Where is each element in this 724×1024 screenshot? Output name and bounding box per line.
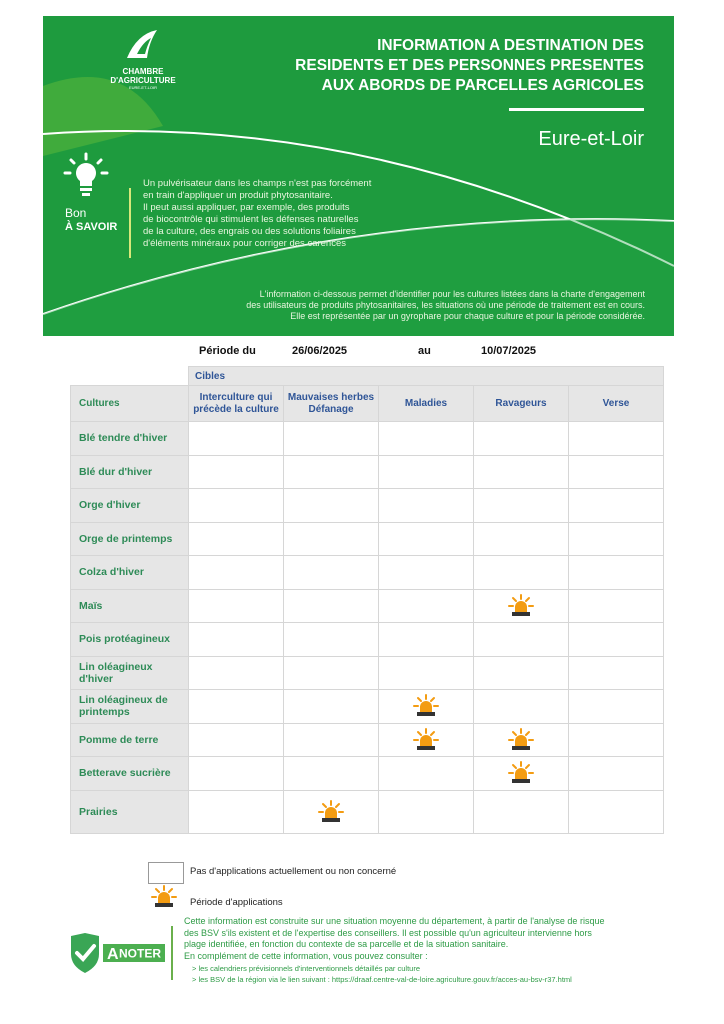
- crop-name: Lin oléagineux d'hiver: [71, 656, 189, 690]
- title-line: INFORMATION A DESTINATION DES: [377, 37, 644, 54]
- title-line: AUX ABORDS DE PARCELLES AGRICOLES: [321, 77, 644, 94]
- info-line: Elle est représentée par un gyrophare pour chaque culture et pour la période considérée.: [290, 311, 645, 321]
- beacon-icon: [413, 728, 439, 752]
- table-cell: [284, 556, 379, 590]
- crop-name: Orge de printemps: [71, 522, 189, 556]
- table-cell: [379, 489, 474, 523]
- table-cell: [189, 522, 284, 556]
- crop-name: Blé tendre d'hiver: [71, 422, 189, 456]
- table-cell: [284, 690, 379, 724]
- table-cell: [474, 455, 569, 489]
- lightbulb-icon: [63, 152, 109, 198]
- savoir-line: de la culture, des engrais ou des solutions foliaires: [143, 226, 356, 237]
- table-cell: [284, 489, 379, 523]
- savoir-line: de biocontrôle qui stimulent les défenses naturelles: [143, 214, 359, 225]
- table-cell: [189, 623, 284, 657]
- crop-name: Maïs: [71, 589, 189, 623]
- bon-text: Bon: [65, 206, 87, 220]
- crop-name: Blé dur d'hiver: [71, 455, 189, 489]
- table-row: [71, 790, 664, 833]
- table-cell: [379, 522, 474, 556]
- bon-a-savoir-text: [143, 178, 423, 250]
- beacon-icon: [508, 594, 534, 618]
- empty-corner: [71, 367, 189, 386]
- info-line: L'information ci-dessous permet d'identifier pour les cultures listées dans la charte d'engagement: [259, 289, 645, 299]
- table-cell: [379, 656, 474, 690]
- table-cell: [379, 422, 474, 456]
- logo-line2: D'AGRICULTURE: [110, 76, 176, 85]
- logo-line1: CHAMBRE: [122, 67, 164, 76]
- chamber-logo: [103, 28, 183, 91]
- table-cell: [189, 556, 284, 590]
- table-cell: [474, 522, 569, 556]
- crop-name: Pois protéagineux: [71, 623, 189, 657]
- bon-a-savoir-divider: [129, 188, 131, 258]
- table-cell: [569, 556, 664, 590]
- a-noter-badge: [67, 932, 167, 974]
- table-cell: [189, 790, 284, 833]
- table-cell: [569, 757, 664, 791]
- crop-name: Pomme de terre: [71, 723, 189, 757]
- table-cell: [569, 489, 664, 523]
- a-savoir-text: À SAVOIR: [65, 221, 118, 233]
- savoir-line: en train d'appliquer un produit phytosanitaire.: [143, 190, 333, 201]
- table-cell: [474, 790, 569, 833]
- table-cell: [284, 455, 379, 489]
- table-cell: [284, 723, 379, 757]
- a-noter-badge-text: NOTER: [119, 946, 161, 961]
- table-cell: [379, 556, 474, 590]
- table-cell: [189, 422, 284, 456]
- column-header: Ravageurs: [474, 386, 569, 422]
- note-divider: [171, 926, 173, 980]
- savoir-line: Un pulvérisateur dans les champs n'est pas forcément: [143, 178, 372, 189]
- table-cell: [569, 589, 664, 623]
- savoir-line: Il peut aussi appliquer, par exemple, des produits: [143, 202, 350, 213]
- info-paragraph: [153, 289, 645, 322]
- table-row: [71, 656, 664, 690]
- table-cell: [569, 623, 664, 657]
- crop-name: Lin oléagineux de printemps: [71, 690, 189, 724]
- beacon-icon: [318, 800, 344, 824]
- note-links: [192, 964, 672, 985]
- table-cell: [379, 690, 474, 724]
- table-cell: [474, 623, 569, 657]
- table-cell: [474, 589, 569, 623]
- table-cell: [569, 522, 664, 556]
- table-cell: [474, 489, 569, 523]
- table-cell: [474, 422, 569, 456]
- logo-line3: EURE-ET-LOIR: [128, 85, 157, 90]
- table-cell: [284, 589, 379, 623]
- cibles-header: Cibles: [189, 367, 664, 386]
- chamber-logo-icon: [123, 28, 163, 62]
- column-header: Mauvaises herbes Défanage: [284, 386, 379, 422]
- note-line: Cette information est construite sur une situation moyenne du département, à partir de l'analyse de risque: [184, 916, 605, 926]
- legend-empty-swatch: [148, 862, 184, 884]
- beacon-icon: [413, 694, 439, 718]
- column-header: Maladies: [379, 386, 474, 422]
- crop-name: Orge d'hiver: [71, 489, 189, 523]
- table-cell: [569, 690, 664, 724]
- legend-active-text: Période d'applications: [190, 897, 283, 908]
- crop-name: Prairies: [71, 790, 189, 833]
- cibles-row: [71, 367, 664, 386]
- table-row: [71, 623, 664, 657]
- table-cell: [284, 757, 379, 791]
- table-cell: [189, 589, 284, 623]
- crop-name: Colza d'hiver: [71, 556, 189, 590]
- table-cell: [569, 455, 664, 489]
- table-cell: [569, 790, 664, 833]
- note-line: des BSV s'ils existent et de l'expertise des conseillers. Il est possible qu'un agriculteur intervienne hors: [184, 927, 592, 938]
- period-from-date: 26/06/2025: [292, 345, 348, 357]
- treatment-table: [70, 366, 664, 834]
- table-cell: [569, 422, 664, 456]
- table-cell: [284, 623, 379, 657]
- crop-name: Betterave sucrière: [71, 757, 189, 791]
- table-cell: [189, 656, 284, 690]
- table-row: [71, 522, 664, 556]
- table-cell: [284, 656, 379, 690]
- note-line: En complément de cette information, vous pouvez consulter :: [184, 950, 428, 961]
- table-cell: [474, 656, 569, 690]
- table-row: [71, 455, 664, 489]
- title-divider: [509, 108, 644, 111]
- table-row: [71, 589, 664, 623]
- table-row: [71, 690, 664, 724]
- table-cell: [379, 790, 474, 833]
- table-cell: [474, 690, 569, 724]
- table-cell: [189, 723, 284, 757]
- table-row: [71, 489, 664, 523]
- cultures-header: Cultures: [71, 386, 189, 422]
- column-header: Verse: [569, 386, 664, 422]
- column-header-row: [71, 386, 664, 422]
- beacon-icon: [508, 728, 534, 752]
- table-cell: [474, 723, 569, 757]
- table-cell: [189, 757, 284, 791]
- table-cell: [379, 455, 474, 489]
- period-from-label: Période du: [199, 345, 256, 357]
- table-row: [71, 422, 664, 456]
- info-line: des utilisateurs de produits phytosanitaires, les situations où une période de traitement est en cours.: [246, 300, 645, 310]
- region-name: Eure-et-Loir: [538, 128, 644, 150]
- table-row: [71, 556, 664, 590]
- table-cell: [189, 455, 284, 489]
- period-to-label: au: [418, 345, 431, 357]
- header-banner: [43, 16, 674, 336]
- table-cell: [379, 723, 474, 757]
- bon-a-savoir-label: [65, 206, 117, 234]
- table-row: [71, 757, 664, 791]
- table-body: [71, 422, 664, 834]
- table-cell: [474, 757, 569, 791]
- title-line: RESIDENTS ET DES PERSONNES PRESENTES: [295, 57, 644, 74]
- table-cell: [284, 422, 379, 456]
- table-cell: [379, 589, 474, 623]
- table-cell: [474, 556, 569, 590]
- bsv-link[interactable]: > les BSV de la région via le lien suivant : https://draaf.centre-val-de-loire.agriculture.gouv.fr/acces-au-bsv-r37.html: [192, 974, 572, 984]
- table-cell: [379, 757, 474, 791]
- note-line: plage identifiée, en fonction du contexte de sa parcelle et de la situation sanitaire.: [184, 939, 509, 949]
- note-paragraph: [184, 916, 669, 962]
- table-cell: [189, 489, 284, 523]
- table-cell: [284, 522, 379, 556]
- page-title: [224, 36, 644, 96]
- beacon-icon: [508, 761, 534, 785]
- a-noter-badge-a: A: [107, 946, 119, 963]
- legend-empty-text: Pas d'applications actuellement ou non concerné: [190, 866, 397, 877]
- table-cell: [379, 623, 474, 657]
- period-to-date: 10/07/2025: [481, 345, 537, 357]
- table-cell: [284, 790, 379, 833]
- legend-beacon-icon: [151, 885, 177, 909]
- table-cell: [569, 656, 664, 690]
- column-header: Interculture qui précède la culture: [189, 386, 284, 422]
- table-row: [71, 723, 664, 757]
- table-cell: [569, 723, 664, 757]
- savoir-line: d'éléments minéraux pour corriger des carences: [143, 238, 346, 249]
- table-cell: [189, 690, 284, 724]
- calendar-link[interactable]: > les calendriers prévisionnels d'interventionnels détaillés par culture: [192, 964, 421, 973]
